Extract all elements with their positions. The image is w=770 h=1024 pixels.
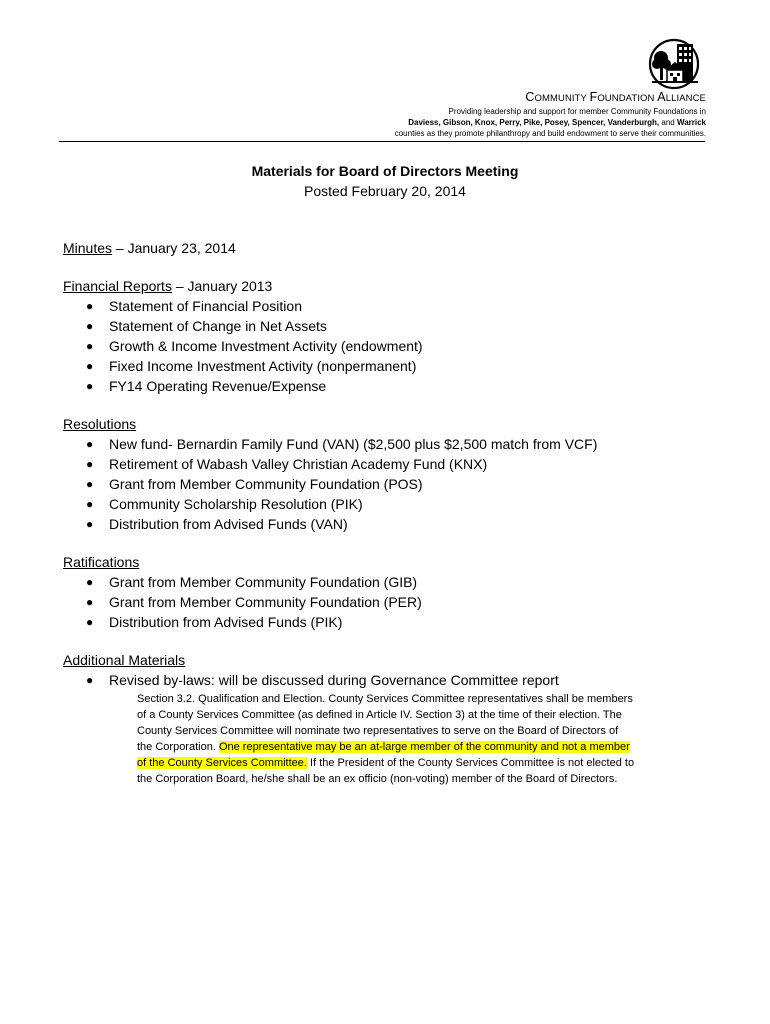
list-item: ● Distribution from Advised Funds (VAN): [86, 516, 348, 532]
list-item: ● Retirement of Wabash Valley Christian Academy Fund (KNX): [86, 456, 488, 472]
excerpt-line: County Services Committee will nominate two representatives to serve on the Board of Directors of: [137, 725, 619, 737]
organization-name: COMMUNITY FOUNDATION ALLIANCE: [525, 90, 706, 104]
posted-date: Posted February 20, 2014: [304, 183, 466, 199]
list-item: ● Distribution from Advised Funds (PIK): [86, 614, 343, 630]
list-item: ● Statement of Change in Net Assets: [86, 318, 327, 334]
list-item: ● Statement of Financial Position: [86, 298, 302, 314]
list-item: ● New fund- Bernardin Family Fund (VAN) ($2,500 plus $2,500 match from VCF): [86, 436, 598, 452]
document-body: [63, 238, 713, 787]
document-title: Materials for Board of Directors Meeting: [251, 163, 519, 179]
highlighted-text: of the County Services Committee.: [137, 757, 307, 769]
excerpt-line: the Corporation Board, he/she shall be an ex officio (non-voting) member of the Board of Directors.: [137, 773, 618, 785]
excerpt-line: of the County Services Committee. If the President of the County Services Committee is not elected to: [137, 757, 635, 769]
list-item: ● Revised by-laws: will be discussed during Governance Committee report: [86, 672, 559, 688]
list-item: ● Grant from Member Community Foundation (PER): [86, 594, 422, 610]
list-item: ● Community Scholarship Resolution (PIK): [86, 496, 363, 512]
list-item: ● FY14 Operating Revenue/Expense: [86, 378, 327, 394]
highlighted-text: One representative may be an at-large member of the community and not a member: [218, 741, 630, 753]
excerpt-line: the Corporation. One representative may be an at-large member of the community and not a member: [137, 741, 630, 753]
foundation-alliance-logo: [648, 38, 702, 90]
ratifications-heading: Ratifications: [63, 554, 140, 570]
bylaws-excerpt: [63, 691, 677, 787]
excerpt-line: Section 3.2. Qualification and Election. County Services Committee representatives shall be members: [137, 693, 633, 705]
tagline-line-2: Daviess, Gibson, Knox, Perry, Pike, Posey, Spencer, Vanderburgh, and Warrick: [408, 118, 706, 127]
tagline-line-1: Providing leadership and support for member Community Foundations in: [448, 107, 706, 116]
organization-tagline: [395, 106, 706, 139]
header-divider: [59, 141, 705, 142]
list-item: ● Growth & Income Investment Activity (endowment): [86, 338, 423, 354]
financial-reports-heading: Financial Reports – January 2013: [63, 278, 273, 294]
list-item: ● Grant from Member Community Foundation (POS): [86, 476, 423, 492]
tagline-line-3: counties as they promote philanthropy and build endowment to serve their communities.: [394, 129, 706, 138]
additional-materials-heading: Additional Materials: [63, 652, 186, 668]
minutes-heading: Minutes – January 23, 2014: [63, 240, 236, 256]
excerpt-line: of a County Services Committee (as defined in Article IV. Section 3) at the time of their election. The: [137, 709, 622, 721]
list-item: ● Fixed Income Investment Activity (nonpermanent): [86, 358, 417, 374]
resolutions-heading: Resolutions: [63, 416, 137, 432]
list-item: ● Grant from Member Community Foundation (GIB): [86, 574, 418, 590]
